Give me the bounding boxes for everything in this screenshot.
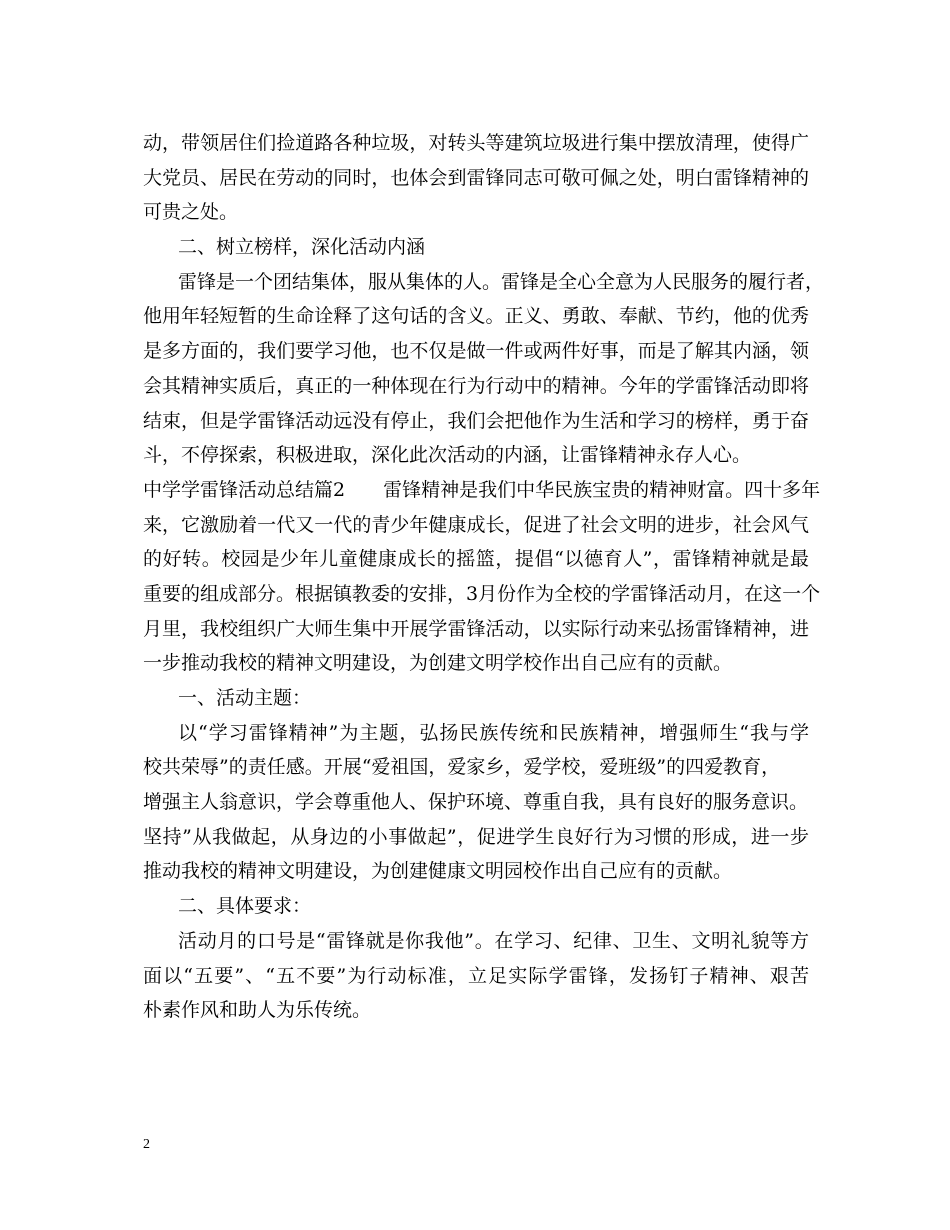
page-number: 2 bbox=[143, 1137, 150, 1152]
text-line: 朴素作风和助人为乐传统。 bbox=[143, 999, 372, 1022]
text-line: 动，带领居住们捡道路各种垃圾，对转头等建筑垃圾进行集中摆放清理，使得广 bbox=[143, 132, 809, 154]
text-line: 一步推动我校的精神文明建设，为创建文明学校作出自己应有的贡献。 bbox=[143, 652, 733, 675]
text-line: 雷锋是一个团结集体，服从集体的人。雷锋是全心全意为人民服务的履行者， bbox=[178, 270, 825, 293]
text-line: 的好转。校园是少年儿童健康成长的摇篮，提倡“以德育人”，雷锋精神就是最 bbox=[143, 548, 809, 571]
section-heading: 二、树立榜样，深化活动内涵 bbox=[178, 236, 426, 259]
text-line: 是多方面的，我们要学习他，也不仅是做一件或两件好事，而是了解其内涵，领 bbox=[143, 340, 809, 363]
text-line: 可贵之处。 bbox=[143, 201, 239, 224]
body-text bbox=[143, 126, 825, 1028]
text-line: 增强主人翁意识，学会尊重他人、保护环境、尊重自我，具有良好的服务意识。 bbox=[143, 791, 809, 814]
text-line: 月里，我校组织广大师生集中开展学雷锋活动，以实际行动来弘扬雷锋精神，进 bbox=[143, 617, 809, 640]
text-line: 坚持”从我做起，从身边的小事做起”，促进学生良好行为习惯的形成，进一步 bbox=[143, 825, 809, 848]
section-heading: 二、具体要求： bbox=[178, 895, 312, 918]
text-line: 大党员、居民在劳动的同时，也体会到雷锋同志可敬可佩之处，明白雷锋精神的 bbox=[143, 166, 809, 189]
text-line: 活动月的口号是“雷锋就是你我他”。在学习、纪律、卫生、文明礼貌等方 bbox=[178, 929, 809, 952]
text-line: 推动我校的精神文明建设，为创建健康文明园校作出自己应有的贡献。 bbox=[143, 860, 733, 883]
text-line: 斗，不停探索，积极进取，深化此次活动的内涵，让雷锋精神永存人心。 bbox=[143, 444, 752, 467]
article-title-line: 中学学雷锋活动总结篇2 雷锋精神是我们中华民族宝贵的精神财富。四十多年 bbox=[143, 478, 821, 501]
text-line: 他用年轻短暂的生命诠释了这句话的含义。正义、勇敢、奉献、节约，他的优秀 bbox=[143, 305, 809, 328]
text-line: 结束，但是学雷锋活动远没有停止，我们会把他作为生活和学习的榜样，勇于奋 bbox=[143, 409, 809, 432]
text-line: 校共荣辱”的责任感。开展“爱祖国，爱家乡，爱学校，爱班级”的四爱教育， bbox=[143, 756, 781, 779]
text-line: 来，它激励着一代又一代的青少年健康成长，促进了社会文明的进步，社会风气 bbox=[143, 513, 809, 536]
section-heading: 一、活动主题： bbox=[178, 687, 312, 709]
text-line: 以“学习雷锋精神”为主题，弘扬民族传统和民族精神，增强师生“我与学 bbox=[178, 721, 809, 744]
text-line: 重要的组成部分。根据镇教委的安排，3月份作为全校的学雷锋活动月，在这一个 bbox=[143, 582, 821, 605]
text-line: 面以“五要”、“五不要”为行动标准，立足实际学雷锋，发扬钉子精神、艰苦 bbox=[143, 964, 809, 987]
text-line: 会其精神实质后，真正的一种体现在行为行动中的精神。今年的学雷锋活动即将 bbox=[143, 374, 809, 397]
